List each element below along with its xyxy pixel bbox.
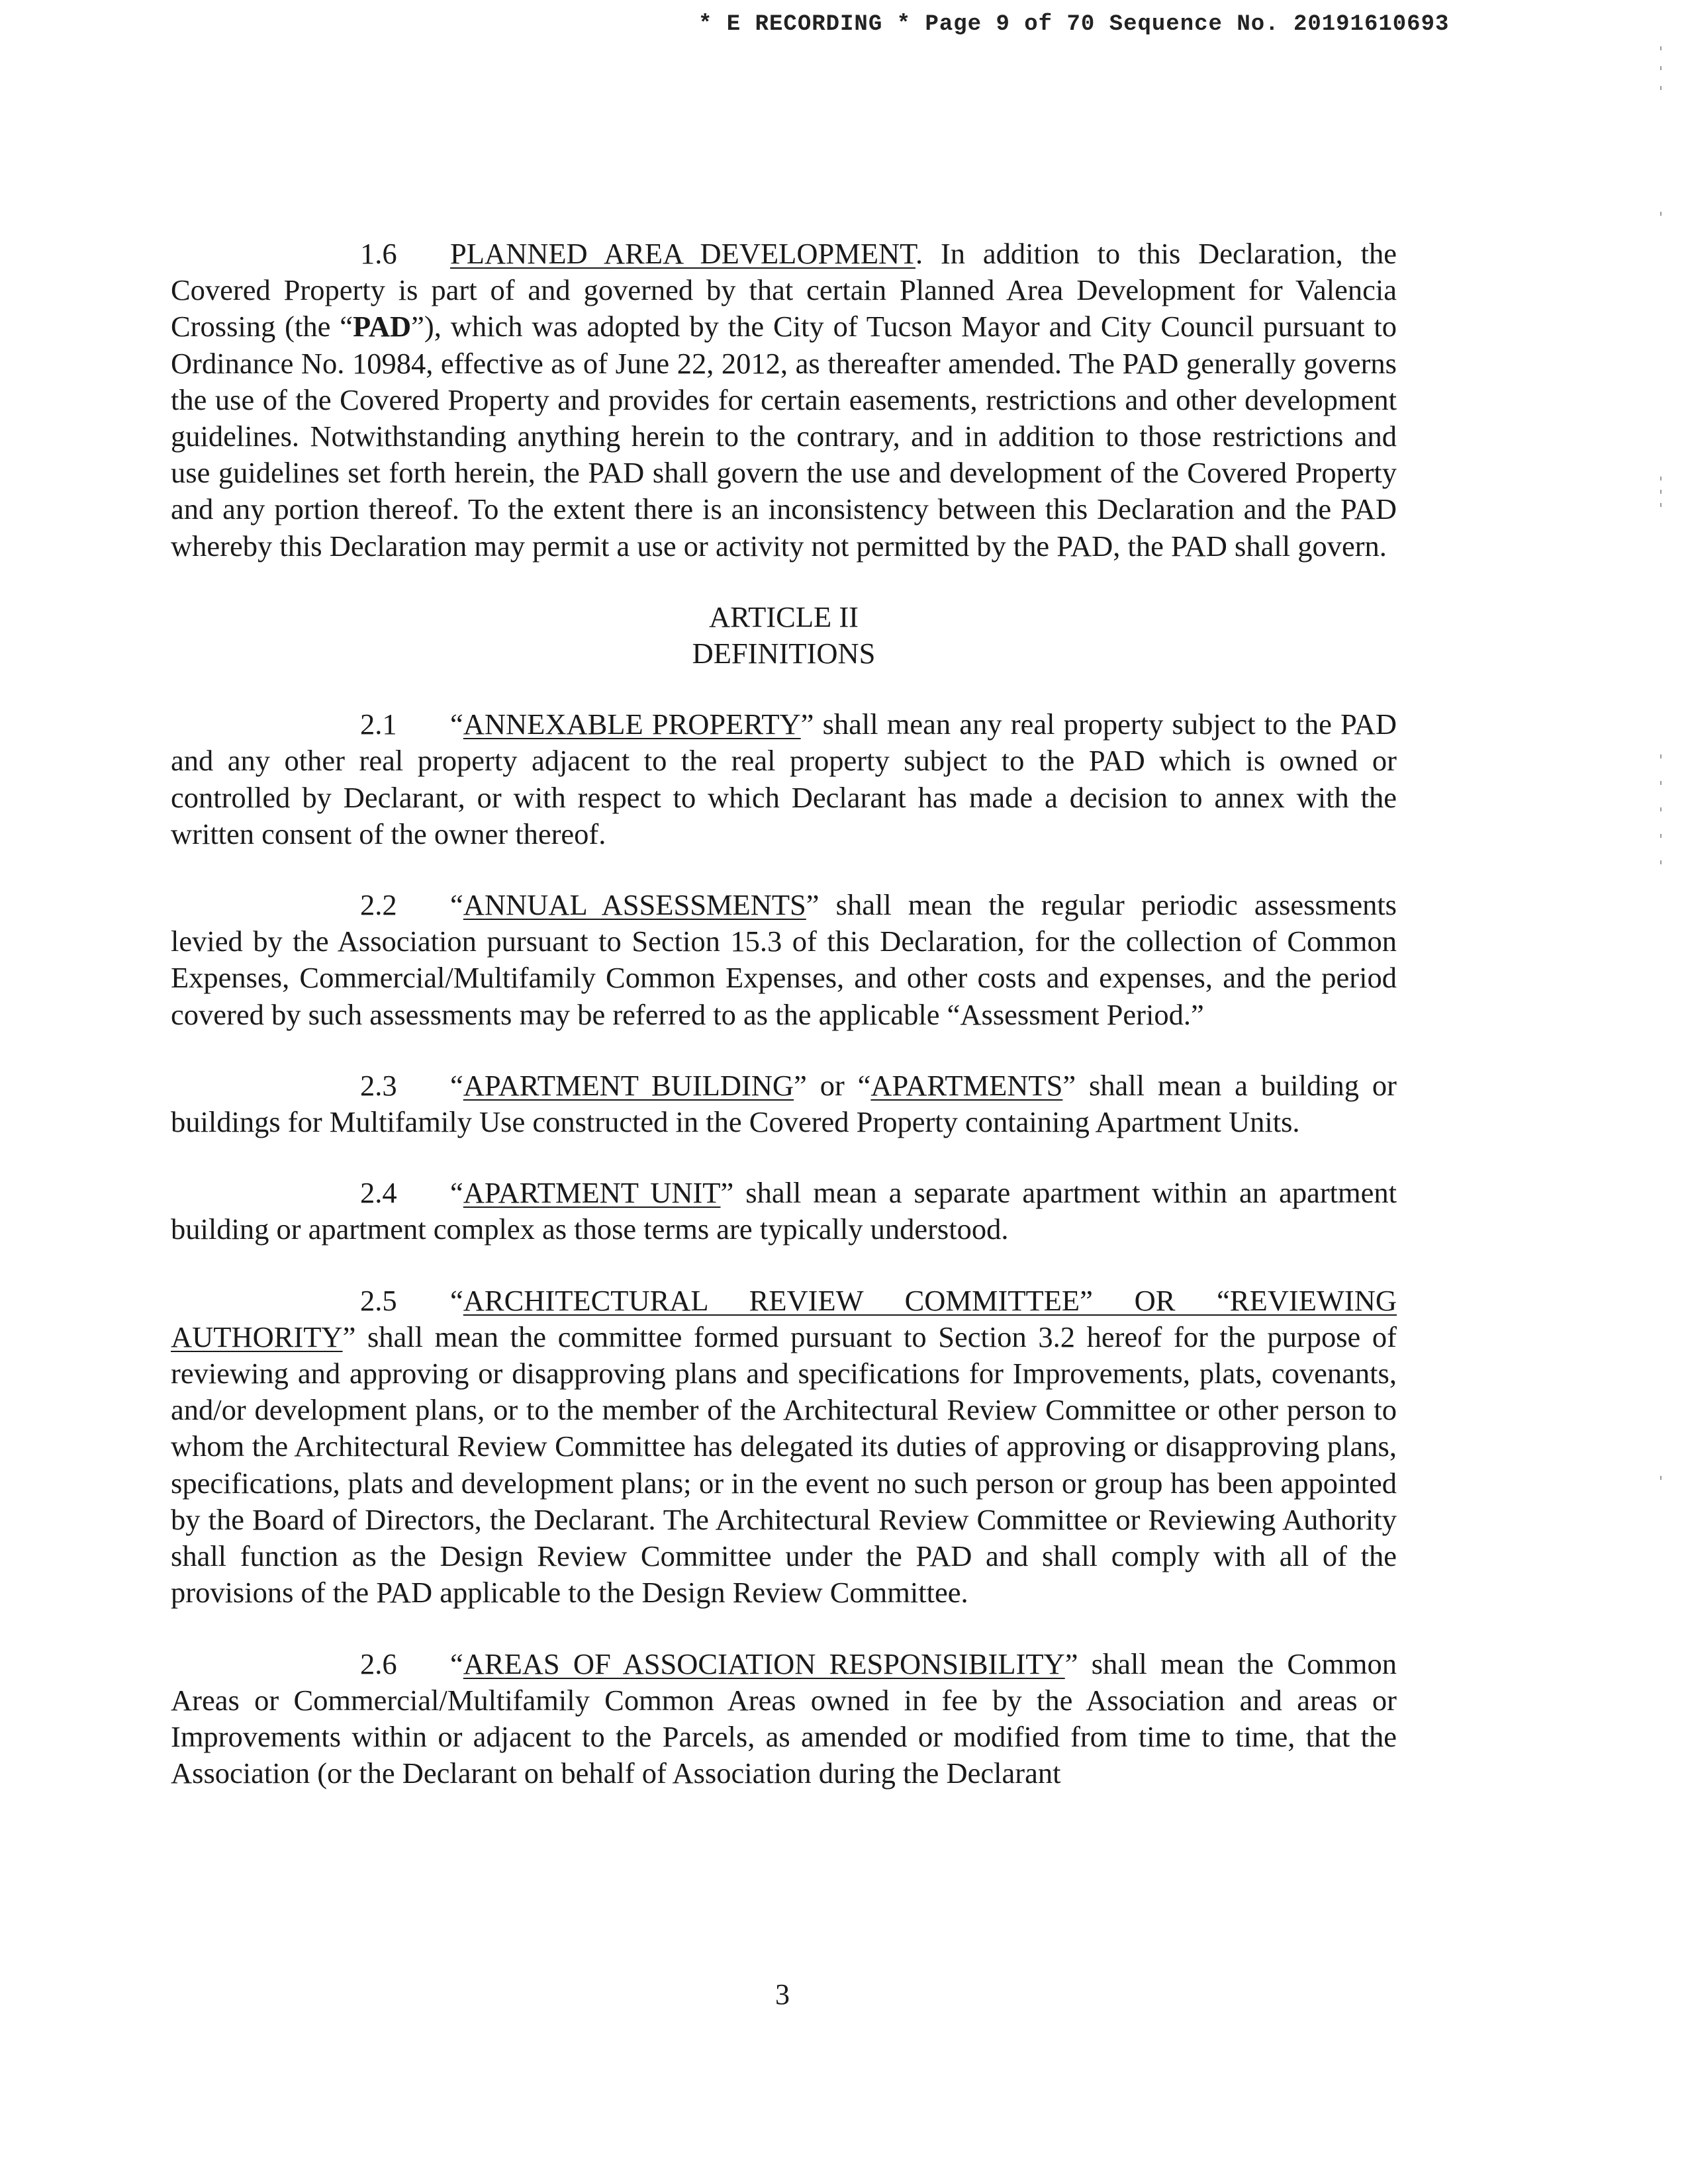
scan-edge-marks	[1660, 1469, 1662, 1496]
page-number: 3	[775, 1978, 790, 2011]
section-text: ” or “	[794, 1068, 871, 1102]
section-2-4	[171, 1175, 1397, 1248]
section-number: 2.3	[360, 1068, 397, 1102]
recording-stamp: * E RECORDING * Page 9 of 70 Sequence No. 20191610693	[698, 12, 1450, 37]
section-text: ”), which was adopted by the City of Tucson Mayor and City Council pursuant to Ordinance No. 10984, effective as of June 22, 2012, as thereafter amended. The PAD generally governs the use of the Covered Property and provides for certain easements, restrictions and other development guidelines. Notwithstanding anything herein to the contrary, and in addition to those restrictions and use guidelines set forth herein, the PAD shall govern the use and development of the Covered Property and any portion thereof. To the extent there is an inconsistency between this Declaration and the PAD whereby this Declaration may permit a use or activity not permitted by the PAD, the PAD shall govern.	[171, 310, 1397, 563]
section-number: 2.6	[360, 1647, 397, 1680]
defined-term: ANNUAL ASSESSMENTS	[463, 888, 806, 922]
section-number: 1.6	[360, 237, 397, 270]
section-text: ” shall mean a building or buildings for Multifamily Use constructed in the Covered Property containing Apartment Units.	[171, 1068, 1397, 1139]
defined-term: APARTMENTS	[870, 1068, 1063, 1102]
defined-term: APARTMENT UNIT	[463, 1176, 721, 1210]
scan-edge-marks	[1660, 40, 1662, 93]
open-quote: “	[450, 1647, 463, 1680]
section-number: 2.5	[360, 1283, 397, 1317]
article-title: DEFINITIONS	[692, 637, 876, 670]
open-quote: “	[450, 1283, 463, 1317]
section-number: 2.1	[360, 707, 397, 741]
section-number: 2.4	[360, 1176, 397, 1210]
defined-term: ARCHITECTURAL REVIEW COMMITTEE” OR “REVIEWING AUTHORITY	[171, 1283, 1397, 1353]
section-text: ” shall mean the committee formed pursuant to Section 3.2 hereof for the purpose of reviewing and approving or disapproving plans and specifications for Improvements, plats, covenants, and/or development plans, or to the member of the Architectural Review Committee or other person to whom the Architectural Review Committee has delegated its duties of approving or disapproving plans, specifications, plats and development plans; or in the event no such person or group has been appointed by the Board of Directors, the Declarant. The Architectural Review Committee or Reviewing Authority shall function as the Design Review Committee under the PAD and shall comply with all of the provisions of the PAD applicable to the Design Review Committee.	[171, 1320, 1397, 1610]
document-body	[171, 236, 1397, 1826]
defined-term: PLANNED AREA DEVELOPMENT	[450, 237, 916, 270]
section-text: ” shall mean any real property subject to the PAD and any other real property adjacent to the real property subject to the PAD which is owned or controlled by Declarant, or with respect to which Declarant has made a decision to annex with the written consent of the owner thereof.	[171, 707, 1397, 850]
section-text: ” shall mean the regular periodic assessments levied by the Association pursuant to Section 15.3 of this Declaration, for the collection of Common Expenses, Commercial/Multifamily Common Expenses, and other costs and expenses, and the period covered by such assessments may be referred to as the applicable “Assessment Period.”	[171, 888, 1397, 1031]
article-heading	[171, 599, 1397, 672]
defined-term: APARTMENT BUILDING	[463, 1068, 794, 1102]
scan-edge-marks	[1660, 754, 1662, 887]
section-2-1	[171, 706, 1397, 852]
open-quote: “	[450, 888, 463, 922]
open-quote: “	[450, 707, 463, 741]
defined-term: ANNEXABLE PROPERTY	[463, 707, 801, 741]
section-2-2	[171, 887, 1397, 1033]
bold-term: PAD	[353, 310, 412, 343]
section-2-5	[171, 1283, 1397, 1612]
section-1-6	[171, 236, 1397, 565]
open-quote: “	[450, 1068, 463, 1102]
open-quote: “	[450, 1176, 463, 1210]
section-2-6	[171, 1646, 1397, 1792]
section-text: ” shall mean a separate apartment within an apartment building or apartment complex as those terms are typically understood.	[171, 1176, 1397, 1246]
section-text: . In addition to this Declaration, the Covered Property is part of and governed by that certain Planned Area Development for Valencia Crossing (the “	[171, 237, 1397, 343]
defined-term: AREAS OF ASSOCIATION RESPONSIBILITY	[463, 1647, 1065, 1680]
scan-edge-marks	[1660, 477, 1662, 516]
section-text: ” shall mean the Common Areas or Commercial/Multifamily Common Areas owned in fee by the Association and areas or Improvements within or adjacent to the Parcels, as amended or modified from time to time, that the Association (or the Declarant on behalf of Association during the Declarant	[171, 1647, 1397, 1790]
section-number: 2.2	[360, 888, 397, 922]
scan-edge-marks	[1660, 199, 1662, 238]
article-number: ARTICLE II	[709, 600, 859, 633]
section-2-3	[171, 1068, 1397, 1140]
